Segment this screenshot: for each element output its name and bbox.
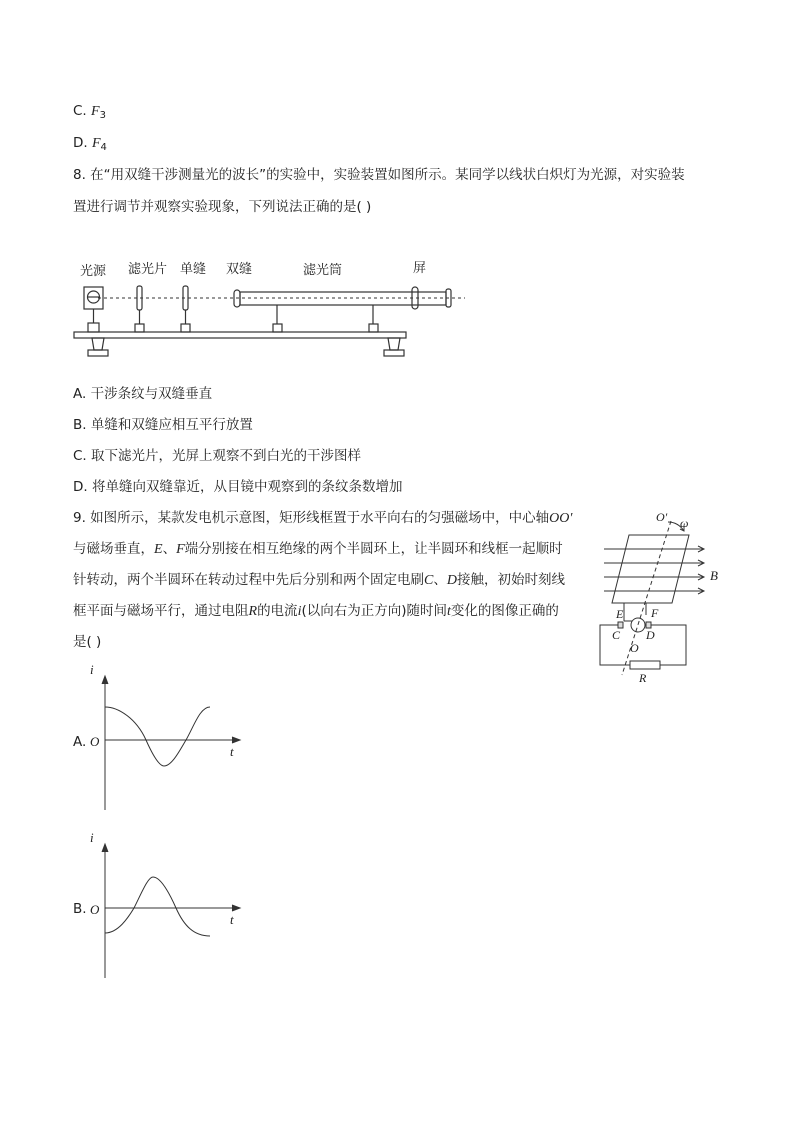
label-single-slit: 单缝 — [180, 262, 207, 277]
label-filter: 滤光片 — [128, 262, 168, 277]
x-axis-label: t — [230, 744, 234, 759]
single-slit-holder — [181, 286, 190, 332]
y-axis-label: i — [90, 830, 94, 845]
q9-option-a-graph — [88, 660, 248, 820]
option-c-prev: C. $F_3$ — [73, 103, 106, 121]
current-curve — [105, 877, 210, 936]
light-source-lamp — [84, 287, 103, 332]
label-f: F — [651, 606, 659, 620]
current-curve — [105, 707, 210, 766]
q9-option-a-label: A. — [73, 734, 87, 750]
resistor-r — [630, 661, 660, 669]
label-filter-tube: 滤光筒 — [303, 263, 343, 278]
q9-stem-line4: 框平面与磁场平行，通过电阻R的电流i(以向右为正方向)随时间t变化的图像正确的 — [73, 603, 559, 619]
label-r: R — [639, 671, 647, 685]
label-double-slit: 双缝 — [226, 262, 253, 277]
q8-stem-line1: 8. 在“用双缝干涉测量光的波长”的实验中，实验装置如图所示。某同学以线状白炽灯为光源，对实验装 — [73, 167, 685, 183]
q8-stem-line2: 置进行调节并观察实验现象，下列说法正确的是( ) — [73, 199, 372, 215]
q8-option-c: C. 取下滤光片，光屏上观察不到白光的干涉图样 — [73, 448, 362, 464]
y-axis-label: i — [90, 662, 94, 677]
label-o-prime: O′ — [656, 510, 668, 524]
q8-option-b: B. 单缝和双缝应相互平行放置 — [73, 417, 253, 433]
q9-option-b-label: B. — [73, 901, 87, 917]
q9-stem-line2: 与磁场垂直，E、F端分别接在相互绝缘的两个半圆环上，让半圆环和线框一起顺时 — [73, 541, 563, 557]
label-b: B — [710, 568, 718, 583]
q9-option-b-graph — [88, 828, 248, 988]
q9-stem-line1: 9. 如图所示，某款发电机示意图，矩形线框置于水平向右的匀强磁场中，中心轴OO′ — [73, 510, 573, 526]
optical-bench — [74, 332, 406, 356]
origin-label: O — [90, 902, 100, 917]
label-c: C — [612, 628, 621, 642]
label-screen: 屏 — [413, 261, 427, 276]
label-d: D — [646, 628, 655, 642]
rectangular-coil — [612, 535, 689, 603]
q9-stem-line5: 是( ) — [73, 634, 102, 650]
filter-holder — [135, 286, 144, 332]
label-omega: ω — [680, 516, 689, 530]
generator-figure — [594, 505, 724, 685]
slip-ring — [631, 618, 645, 632]
label-light-source: 光源 — [80, 264, 107, 279]
origin-label: O — [90, 734, 100, 749]
double-slit-apparatus-figure — [70, 258, 470, 368]
option-d-prev: D. $F_4$ — [73, 135, 107, 153]
q8-option-d: D. 将单缝向双缝靠近，从目镜中观察到的条纹条数增加 — [73, 479, 403, 495]
q9-stem-line3: 针转动，两个半圆环在转动过程中先后分别和两个固定电刷C、D接触，初始时刻线 — [73, 572, 565, 588]
x-axis-label: t — [230, 912, 234, 927]
label-e: E — [616, 607, 624, 621]
label-o: O — [630, 641, 639, 655]
filter-tube — [234, 287, 451, 332]
q8-option-a: A. 干涉条纹与双缝垂直 — [73, 386, 213, 402]
